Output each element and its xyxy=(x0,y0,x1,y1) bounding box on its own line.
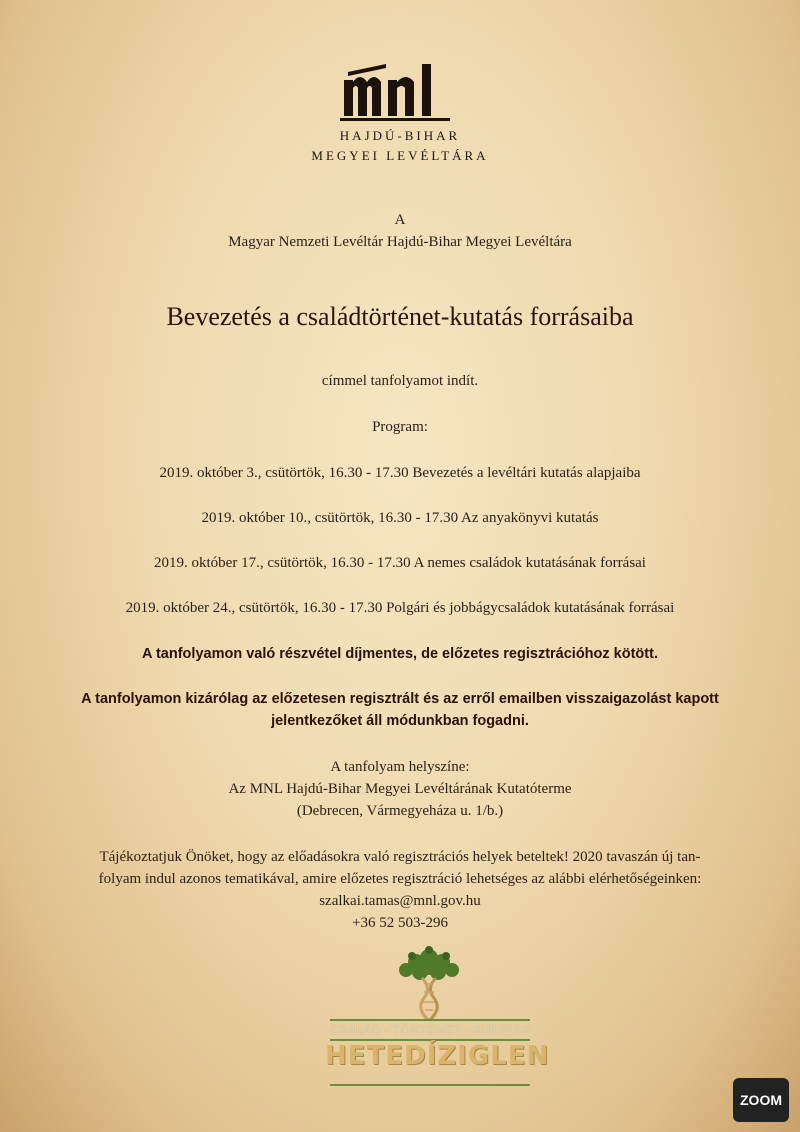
program-item: 2019. október 3., csütörtök, 16.30 - 17.30 Bevezetés a levéltári kutatás alapjaiba xyxy=(159,465,641,481)
subtitle: címmel tanfolyamot indít. xyxy=(321,373,479,389)
family-tree-dna-icon xyxy=(394,944,464,1024)
venue-address: (Debrecen, Vármegyeháza u. 1/b.) xyxy=(296,803,504,819)
footer-rule-top xyxy=(330,1019,530,1021)
institution-name: Magyar Nemzeti Levéltár Hajdú-Bihar Megyei Levéltára xyxy=(228,234,572,250)
logo-line-1: HAJDÚ-BIHAR xyxy=(339,128,461,143)
mnl-logo xyxy=(340,58,450,122)
footer-tagline: CSALÁD - TÖRTÉNET - KUTATÁS xyxy=(329,1023,531,1037)
info-line-1: Tájékoztatjuk Önöket, hogy az előadásokra való regisztrációs helyek beteltek! 2020 tavaszán új tan- xyxy=(99,849,701,865)
program-label: Program: xyxy=(372,419,428,435)
notice-free: A tanfolyamon való részvétel díjmentes, de előzetes regisztrációhoz kötött. xyxy=(142,646,658,662)
program-item: 2019. október 10., csütörtök, 16.30 - 17.30 Az anyakönyvi kutatás xyxy=(201,510,599,526)
program-item: 2019. október 17., csütörtök, 16.30 - 17.30 A nemes családok kutatásának forrásai xyxy=(154,555,646,571)
venue-name: Az MNL Hajdú-Bihar Megyei Levéltárának Kutatóterme xyxy=(228,781,572,797)
footer-rule-bottom xyxy=(330,1084,530,1086)
footer-brand: HETEDÍZIGLEN xyxy=(325,1041,550,1071)
course-title: Bevezetés a családtörténet-kutatás forrásaiba xyxy=(166,302,634,331)
notice-registration-line-2: jelentkezőket áll módunkban fogadni. xyxy=(271,713,529,729)
intro-article: A xyxy=(394,212,406,228)
venue-label: A tanfolyam helyszíne: xyxy=(330,759,470,775)
logo-line-2: MEGYEI LEVÉLTÁRA xyxy=(311,148,489,163)
contact-phone[interactable]: +36 52 503-296 xyxy=(352,915,448,931)
contact-email[interactable]: szalkai.tamas@mnl.gov.hu xyxy=(319,893,481,909)
zoom-badge[interactable]: ZOOM xyxy=(733,1078,789,1122)
program-item: 2019. október 24., csütörtök, 16.30 - 17.30 Polgári és jobbágycsaládok kutatásának forrásai xyxy=(125,600,675,616)
info-line-2: folyam indul azonos tematikával, amire előzetes regisztráció lehetséges az alábbi elérhetőségeinken: xyxy=(98,871,702,887)
notice-registration-line-1: A tanfolyamon kizárólag az előzetesen regisztrált és az erről emailben visszaigazolást kapott xyxy=(81,691,719,707)
